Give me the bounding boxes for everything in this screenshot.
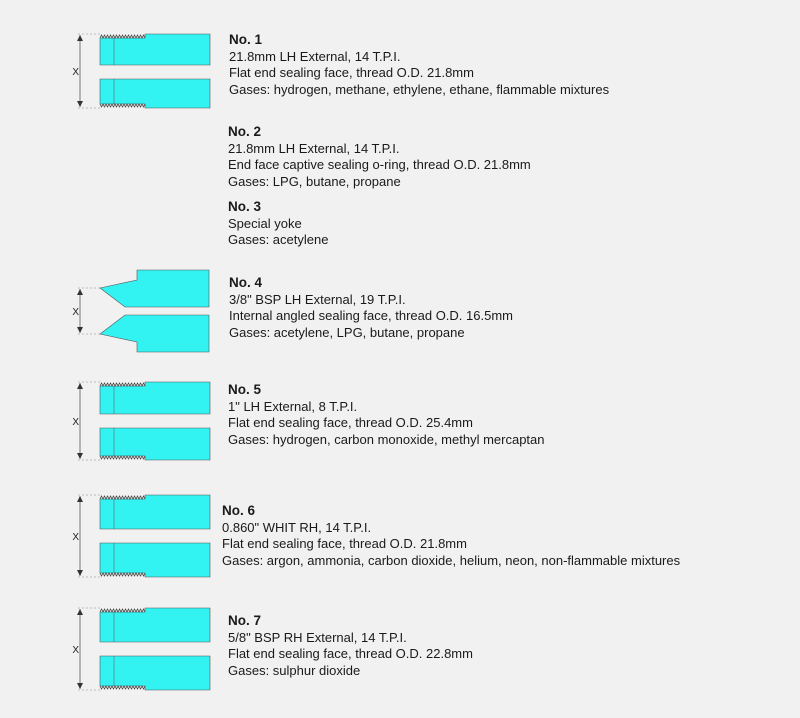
fitting-title: No. 6: [222, 503, 256, 518]
fitting-entry-3: [0, 199, 800, 249]
dimension-label: X: [72, 67, 79, 78]
fitting-gases: Gases: hydrogen, methane, ethylene, ethane, flammable mixtures: [229, 81, 610, 97]
fitting-drawing-1: [0, 32, 240, 112]
fitting-title: No. 4: [229, 275, 263, 290]
dimension-arrow-up: [77, 289, 83, 295]
dimension-arrow-down: [77, 453, 83, 459]
dimension-label: X: [72, 417, 79, 428]
fitting-entry-7: [0, 606, 800, 692]
fitting-gases: Gases: LPG, butane, propane: [228, 173, 401, 189]
fitting-gases: Gases: acetylene: [228, 232, 329, 247]
dimension-arrow-down: [77, 327, 83, 333]
fitting-sealing: Internal angled sealing face, thread O.D. 16.5mm: [229, 308, 513, 323]
fitting-gases: Gases: hydrogen, carbon monoxide, methyl mercaptan: [228, 431, 545, 447]
fitting-title: No. 3: [228, 199, 262, 214]
fitting-spec: 5/8" BSP RH External, 14 T.P.I.: [228, 629, 407, 645]
fitting-drawing-7: [0, 606, 240, 692]
thread-upper: [100, 35, 145, 38]
dimension-arrow-down: [77, 101, 83, 107]
fitting-drawing-5: [0, 380, 240, 462]
fitting-spec: 21.8mm LH External, 14 T.P.I.: [228, 140, 400, 156]
fitting-entry-6: [0, 493, 800, 579]
fitting-sealing: Flat end sealing face, thread O.D. 22.8mm: [228, 646, 473, 661]
fitting-spec: 21.8mm LH External, 14 T.P.I.: [229, 48, 401, 64]
fitting-body-upper: [100, 382, 210, 414]
fitting-spec: Special yoke: [228, 215, 302, 231]
thread-lower: [100, 456, 145, 459]
dimension-arrow-up: [77, 496, 83, 502]
fitting-body-lower: [100, 315, 209, 352]
fitting-sealing: Flat end sealing face, thread O.D. 25.4mm: [228, 415, 473, 430]
dimension-arrow-up: [77, 609, 83, 615]
fitting-sealing: End face captive sealing o-ring, thread O.D. 21.8mm: [228, 157, 531, 172]
fitting-entry-2: [0, 124, 800, 190]
dimension-label: X: [72, 307, 79, 318]
dimension-arrow-up: [77, 383, 83, 389]
fitting-sealing: Flat end sealing face, thread O.D. 21.8mm: [222, 536, 467, 551]
fitting-body-upper: [100, 495, 210, 529]
fitting-title: No. 2: [228, 124, 262, 139]
fitting-spec: 3/8" BSP LH External, 19 T.P.I.: [229, 291, 406, 307]
dimension-arrow-down: [77, 570, 83, 576]
fitting-body-upper: [100, 34, 210, 65]
fitting-body-upper: [100, 270, 209, 307]
dimension-arrow-up: [77, 35, 83, 41]
fitting-sealing: Flat end sealing face, thread O.D. 21.8mm: [229, 65, 474, 80]
dimension-arrow-down: [77, 683, 83, 689]
fitting-title: No. 7: [228, 613, 262, 628]
thread-lower: [100, 104, 145, 107]
fitting-body-lower: [100, 428, 210, 460]
fitting-gases: Gases: sulphur dioxide: [228, 662, 361, 678]
fitting-body-upper: [100, 608, 210, 642]
fitting-drawing-6: [0, 493, 240, 579]
fitting-body-lower: [100, 656, 210, 690]
fitting-title: No. 1: [229, 32, 263, 47]
fitting-spec: 1" LH External, 8 T.P.I.: [228, 398, 358, 414]
thread-upper: [100, 609, 145, 612]
fitting-entry-4: [0, 270, 800, 352]
thread-upper: [100, 496, 145, 499]
thread-upper: [100, 383, 145, 386]
thread-lower: [100, 686, 145, 689]
fitting-drawing-4: [0, 270, 240, 352]
fitting-spec: 0.860" WHIT RH, 14 T.P.I.: [222, 519, 372, 535]
fitting-gases: Gases: acetylene, LPG, butane, propane: [229, 324, 465, 340]
fitting-body-lower: [100, 543, 210, 577]
dimension-label: X: [72, 532, 79, 543]
fitting-gases: Gases: argon, ammonia, carbon dioxide, helium, neon, non-flammable mixtures: [222, 552, 681, 568]
fitting-title: No. 5: [228, 382, 262, 397]
dimension-label: X: [72, 645, 79, 656]
fitting-body-lower: [100, 79, 210, 108]
fitting-entry-1: [0, 32, 800, 112]
thread-lower: [100, 573, 145, 576]
fitting-entry-5: [0, 380, 800, 462]
